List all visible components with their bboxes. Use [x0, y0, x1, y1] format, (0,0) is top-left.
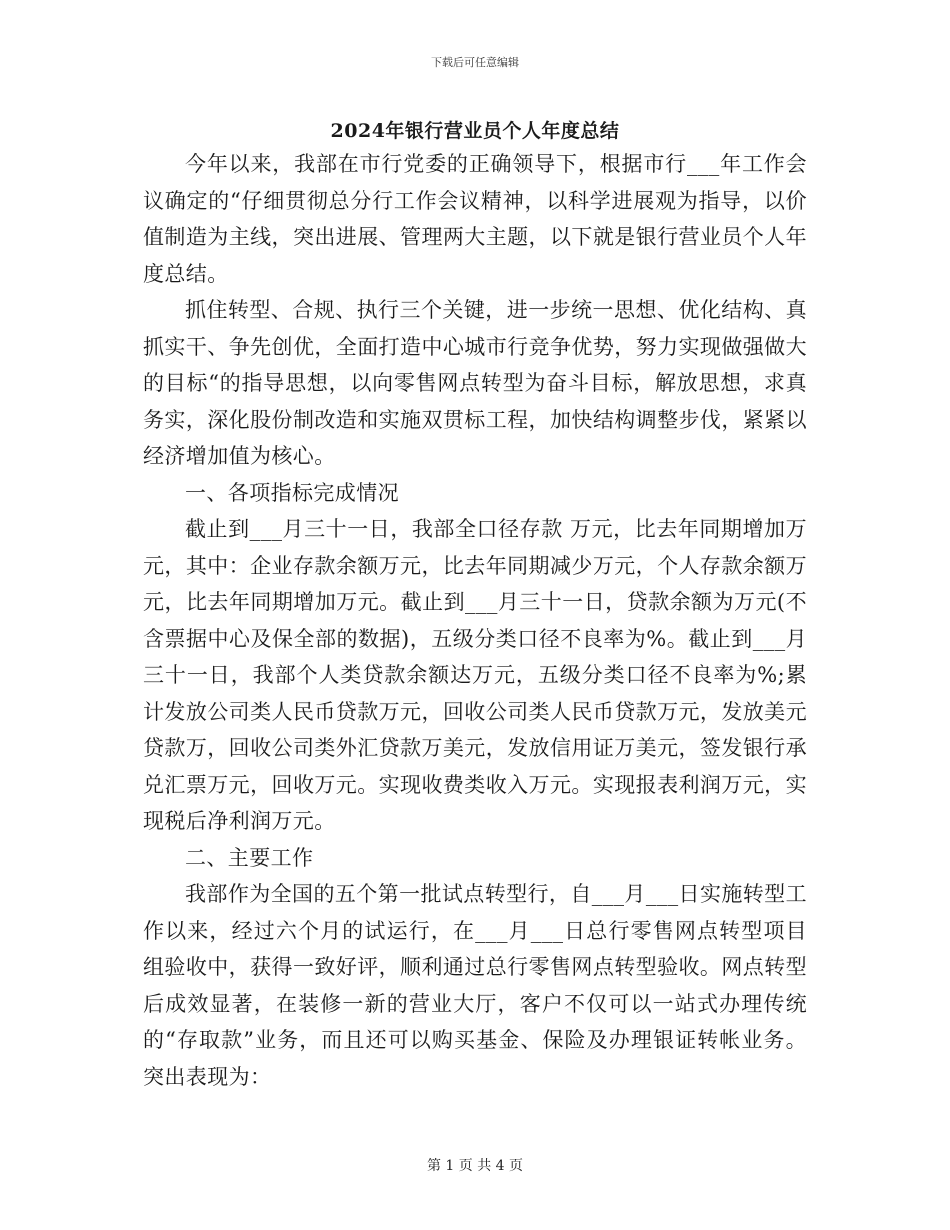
section-heading-indicators: 一、各项指标完成情况 — [185, 480, 399, 505]
paragraph-intro: 今年以来，我部在市行党委的正确领导下，根据市行___年工作会议确定的“仔细贯彻总分行工作会议精神，以科学进展观为指导，以价值制造为主线，突出进展、管理两大主题，以下就是银行营业员个人年度总结。 — [143, 152, 807, 286]
section-heading-main-work: 二、主要工作 — [185, 845, 314, 870]
paragraph-guiding-ideas: 抓住转型、合规、执行三个关键，进一步统一思想、优化结构、真抓实干、争先创优，全面打造中心城市行竞争优势，努力实现做强做大的目标“的指导思想，以向零售网点转型为奋斗目标，解放思想，求真务实，深化股份制改造和实施双贯标工程，加快结构调整步伐，紧紧以经济增加值为核心。 — [143, 298, 807, 468]
page-footer: 第 1 页 共 4 页 — [426, 1158, 524, 1174]
paragraph-main-work: 我部作为全国的五个第一批试点转型行，自___月___日实施转型工作以来，经过六个月的试运行，在___月___日总行零售网点转型项目组验收中，获得一致好评，顺利通过总行零售网点转型验收。网点转型后成效显著，在装修一新的营业大厅，客户不仅可以一站式办理传统的“存取款”业务，而且还可以购买基金、保险及办理银证转帐业务。突出表现为： — [143, 882, 807, 1089]
header-note: 下载后可任意编辑 — [431, 56, 519, 69]
document-title: 2024年银行营业员个人年度总结 — [330, 120, 620, 142]
document-body — [143, 146, 807, 1095]
paragraph-indicators: 截止到___月三十一日，我部全口径存款 万元，比去年同期增加万元，其中：企业存款余额万元，比去年同期减少万元，个人存款余额万元，比去年同期增加万元。截止到___月三十一日，贷款余额为万元(不含票据中心及保全部的数据)，五级分类口径不良率为%。截止到___月三十一日，我部个人类贷款余额达万元，五级分类口径不良率为%;累计发放公司类人民币贷款万元，回收公司类人民币贷款万元，发放美元贷款万，回收公司类外汇贷款万美元，发放信用证万美元，签发银行承兑汇票万元，回收万元。实现收费类收入万元。实现报表利润万元，实现税后净利润万元。 — [143, 517, 807, 833]
